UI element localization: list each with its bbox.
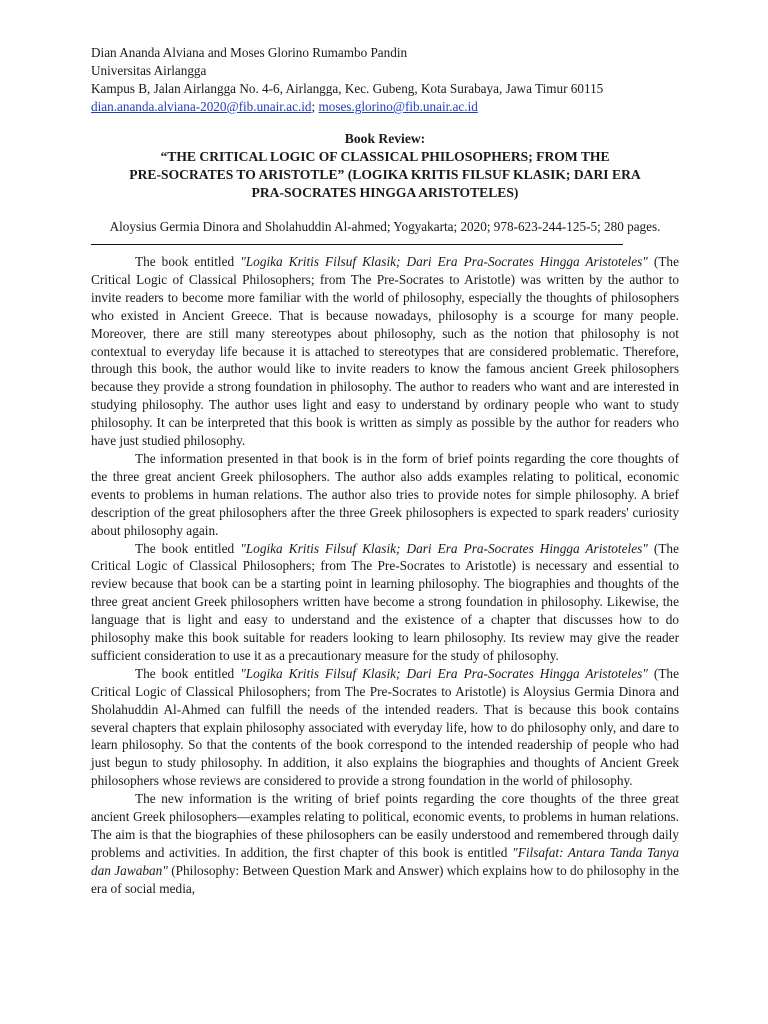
body-paragraph (91, 790, 679, 897)
section-divider (91, 244, 623, 245)
paragraph-text: The new information is the writing of brief points regarding the core thoughts of the three great ancient Greek philosophers—examples relating to political, economic events, to problems in human relations. The aim is that the biographies of these philosophers can be easily understood and remembered through daily problems and activities. In addition, the first chapter of this book is entitled (91, 791, 679, 860)
paragraph-text: The book entitled (135, 665, 241, 681)
paragraph-text: The book entitled (135, 540, 241, 556)
author-emails (91, 98, 679, 116)
book-title-italic: "Logika Kritis Filsuf Klasik; Dari Era Pra-Socrates Hingga Aristoteles" (240, 665, 648, 681)
author-block (91, 44, 679, 116)
paragraph-text: (The Critical Logic of Classical Philosophers; from The Pre-Socrates to Aristotle) was written by the author to invite readers to become more familiar with the world of philosophy, especially the thoughts of philosophers who existed in Ancient Greece. That is because nowadays, philosophy is a scourge for many people. Moreover, there are still many stereotypes about philosophy, such as the notion that philosophy is not contextual to everyday life because it is attached to stereotypes that are considered problematic. Therefore, through this book, the author would like to invite readers to know the famous ancient Greek philosophers because they provide a strong foundation in philosophy. The author to readers who want and are interested in studying philosophy. The author uses light and easy to understand by ordinary people who want to study philosophy. It can be interpreted that this book is written as simply as possible by the author for readers who have just studied philosophy. (91, 254, 679, 449)
body-paragraph: The information presented in that book is in the form of brief points regarding the core thoughts of the three great ancient Greek philosophers. The author also adds examples relating to political, economic events to problems in human relations. The author also tries to provide notes for simple philosophy. A brief description of the great philosophers after the three Greek philosophers is expected to spark readers' curiosity about philosophy again. (91, 450, 679, 538)
publication-info: Aloysius Germia Dinora and Sholahuddin Al-ahmed; Yogyakarta; 2020; 978-623-244-125-5; 280 pages. (109, 219, 661, 234)
body-paragraph (91, 540, 679, 665)
book-title-italic: "Logika Kritis Filsuf Klasik; Dari Era Pra-Socrates Hingga Aristoteles" (240, 540, 648, 556)
review-title-line: “THE CRITICAL LOGIC OF CLASSICAL PHILOSOPHERS; FROM THE (160, 149, 610, 164)
book-title-italic: "Logika Kritis Filsuf Klasik; Dari Era Pra-Socrates Hingga Aristoteles" (240, 254, 648, 269)
chapter-title-italic: "Filsafat: Antara Tanda Tanya dan Jawaban" (91, 844, 680, 878)
paragraph-text: The book entitled (135, 254, 241, 269)
review-label: Book Review: (344, 131, 426, 146)
email-link-1[interactable]: dian.ananda.alviana-2020@fib.unair.ac.id (91, 99, 312, 114)
author-affiliation: Universitas Airlangga (91, 63, 207, 78)
email-separator: ; (311, 99, 319, 114)
author-names: Dian Ananda Alviana and Moses Glorino Rumambo Pandin (91, 45, 408, 60)
paragraph-text: (The Critical Logic of Classical Philosophers; from The Pre-Socrates to Aristotle) is necessary and essential to review because that book can be a starting point in learning philosophy. The biographies and thoughts of the three great ancient Greek philosophers written have become a strong foundation in philosophy. Likewise, the language that is light and easy to understand and the existence of a chapter that discusses how to do philosophy make this book suitable for readers looking to learn philosophy. Its review may give the reader sufficient consideration to use it as a precautionary measure for the study of philosophy. (91, 540, 679, 663)
body-paragraph (91, 665, 679, 790)
review-body (91, 253, 679, 898)
paragraph-text: (Philosophy: Between Question Mark and Answer) which explains how to do philosophy in the era of social media, (91, 862, 680, 896)
review-title-line: PRE-SOCRATES TO ARISTOTLE” (LOGIKA KRITIS FILSUF KLASIK; DARI ERA (129, 167, 641, 182)
body-paragraph (91, 253, 679, 450)
email-link-2[interactable]: moses.glorino@fib.unair.ac.id (318, 99, 478, 114)
paragraph-text: (The Critical Logic of Classical Philosophers; from The Pre-Socrates to Aristotle) is Aloysius Germia Dinora and Sholahuddin Al-Ahmed can fulfill the needs of the intended readers. That is because this book contains several chapters that explain philosophy associated with everyday life, how to do philosophy only, and dare to learn philosophy. So that the contents of the book correspond to the intended readership of people who had just begun to study philosophy. In addition, it also explains the biographies and thoughts of Ancient Greek philosophers whose reviews are considered to provide a strong foundation in the world of philosophy. (91, 665, 679, 789)
review-heading (91, 130, 679, 202)
review-title-line: PRA-SOCRATES HINGGA ARISTOTELES) (251, 185, 519, 200)
author-address: Kampus B, Jalan Airlangga No. 4-6, Airlangga, Kec. Gubeng, Kota Surabaya, Jawa Timur 60115 (91, 81, 604, 96)
